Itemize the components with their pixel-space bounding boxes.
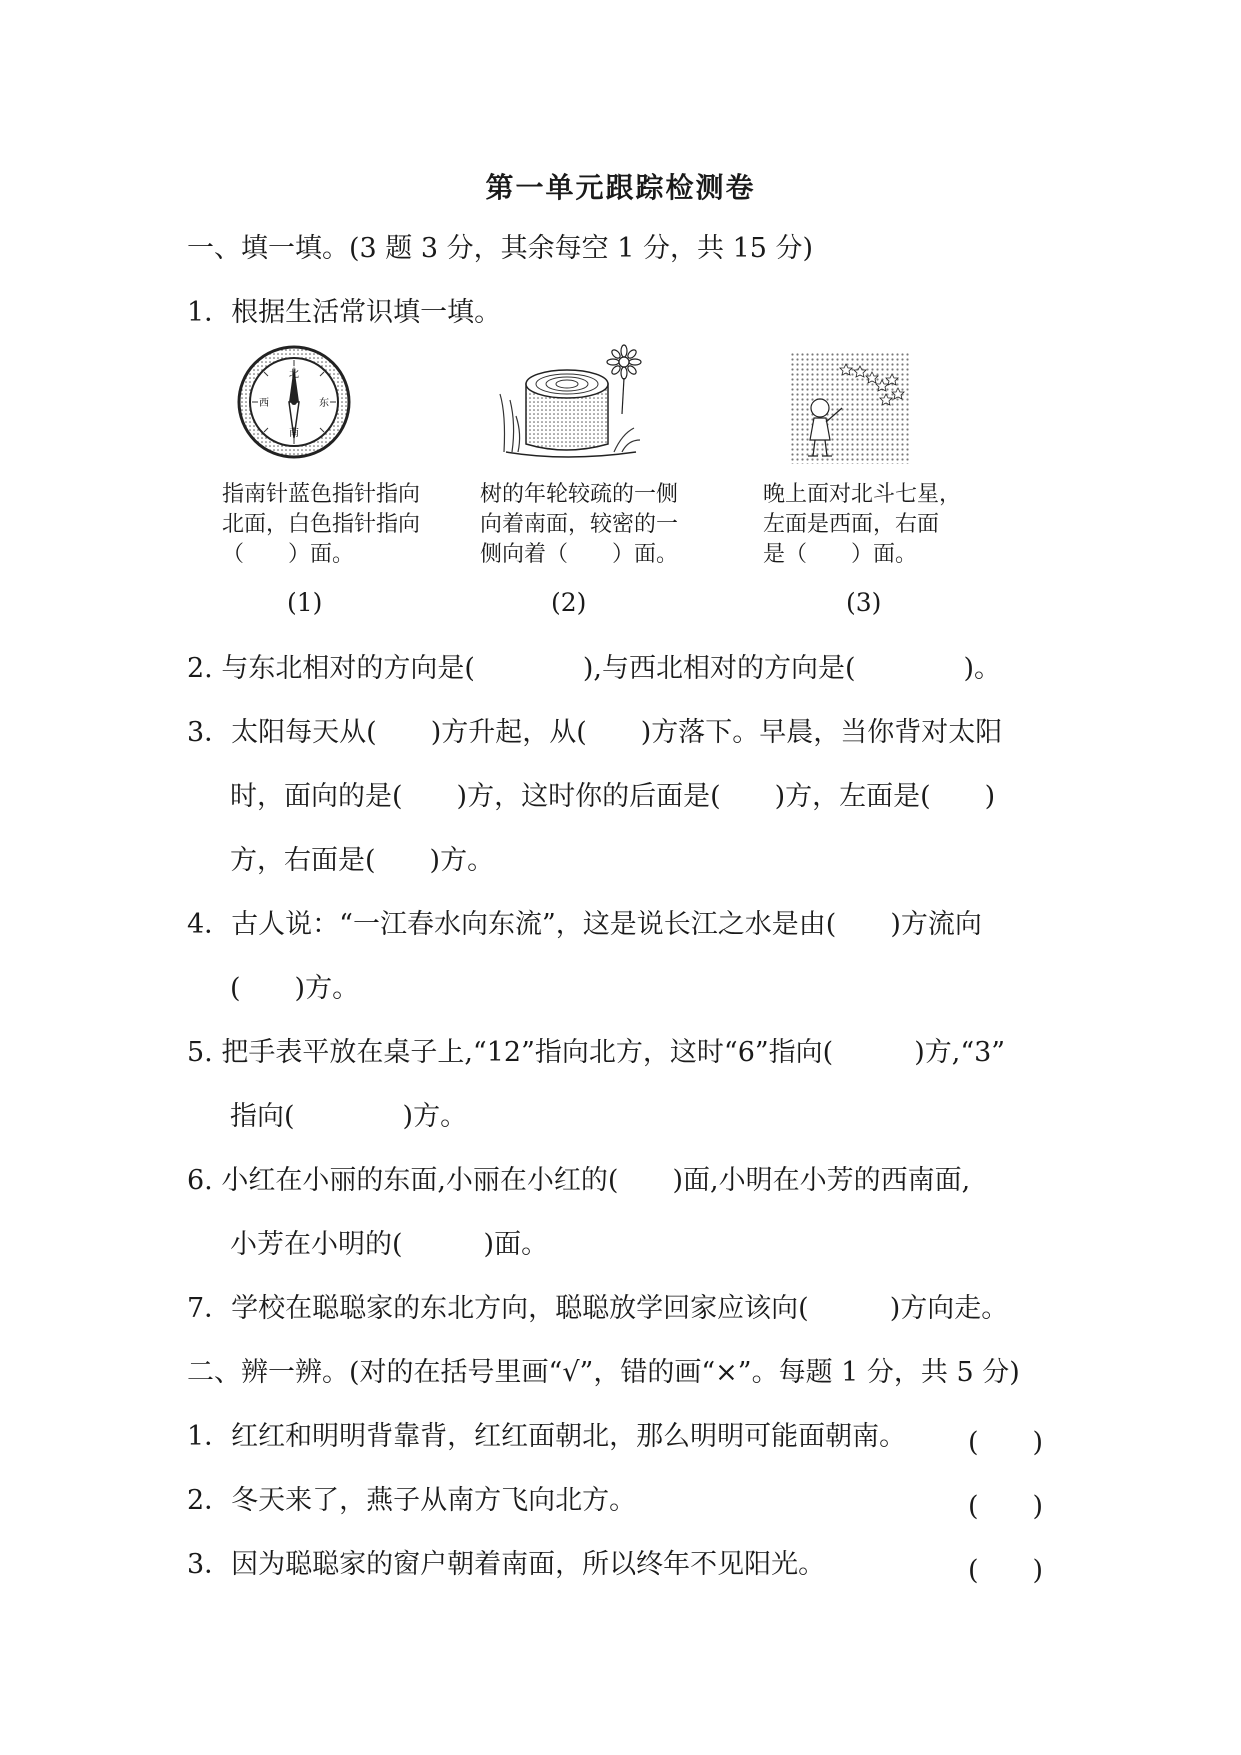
question-3-line-3: 方，右面是( )方。 [230,845,495,876]
picture-2-caption [480,480,678,570]
caption-line: 是（ ）面。 [763,542,918,567]
caption-line: 侧向着（ ）面。 [480,542,679,567]
section-2-heading: 二、辨一辨。(对的在括号里画“√”，错的画“×”。每题 1 分，共 5 分) [187,1357,1020,1388]
section-1-heading: 一、填一填。(3 题 3 分，其余每空 1 分，共 15 分) [187,233,814,264]
picture-3-number: (3) [846,588,882,617]
question-6-line-1: 6. 小红在小丽的东面,小丽在小红的( )面,小明在小芳的西南面, [187,1165,971,1196]
judge-question-1: 1．红红和明明背靠背，红红面朝北，那么明明可能面朝南。 [187,1421,907,1452]
question-4-line-2: ( )方。 [230,973,360,1004]
picture-3-caption [763,480,961,570]
night-sky-child-icon [790,352,910,464]
question-4-line-1: 4．古人说：“一江春水向东流”，这是说长江之水是由( )方流向 [187,909,982,940]
caption-line: 北面，白色指针指向 [222,512,421,537]
judge-answer-bracket-3: ( ) [968,1555,1044,1586]
caption-line: （ ）面。 [222,542,355,567]
caption-line: 指南针蓝色指针指向 [222,482,421,507]
caption-line: 晚上面对北斗七星， [763,482,962,507]
question-5-line-2: 指向( )方。 [230,1101,468,1132]
question-7: 7．学校在聪聪家的东北方向，聪聪放学回家应该向( )方向走。 [187,1293,1009,1324]
judge-question-3: 3．因为聪聪家的窗户朝着南面，所以终年不见阳光。 [187,1549,826,1580]
question-5-line-1: 5. 把手表平放在桌子上,“12”指向北方，这时“6”指向( )方,“3” [187,1037,1006,1068]
question-2: 2. 与东北相对的方向是( ),与西北相对的方向是( )。 [187,653,1002,684]
page-title: 第一单元跟踪检测卷 [485,171,756,204]
picture-1-number: (1) [287,588,323,617]
picture-1-caption [222,480,420,570]
compass-label-south: 南 [289,428,299,439]
question-6-line-2: 小芳在小明的( )面。 [230,1229,549,1260]
picture-2-number: (2) [551,588,587,617]
caption-line: 向着南面，较密的一 [480,512,679,537]
compass-label-west: 西 [259,398,269,409]
compass-label-east: 东 [319,398,329,409]
question-3-line-1: 3．太阳每天从( )方升起，从( )方落下。早晨，当你背对太阳 [187,717,1003,748]
tree-stump-icon [496,344,646,464]
question-3-line-2: 时，面向的是( )方，这时你的后面是( )方，左面是( ) [230,781,996,812]
compass-label-north: 北 [289,369,299,380]
compass-icon [236,344,352,460]
judge-answer-bracket-2: ( ) [968,1491,1044,1522]
caption-line: 左面是西面，右面 [763,512,940,537]
question-1: 1．根据生活常识填一填。 [187,297,502,328]
caption-line: 树的年轮较疏的一侧 [480,482,679,507]
judge-question-2: 2．冬天来了，燕子从南方飞向北方。 [187,1485,637,1516]
judge-answer-bracket-1: ( ) [968,1427,1044,1458]
